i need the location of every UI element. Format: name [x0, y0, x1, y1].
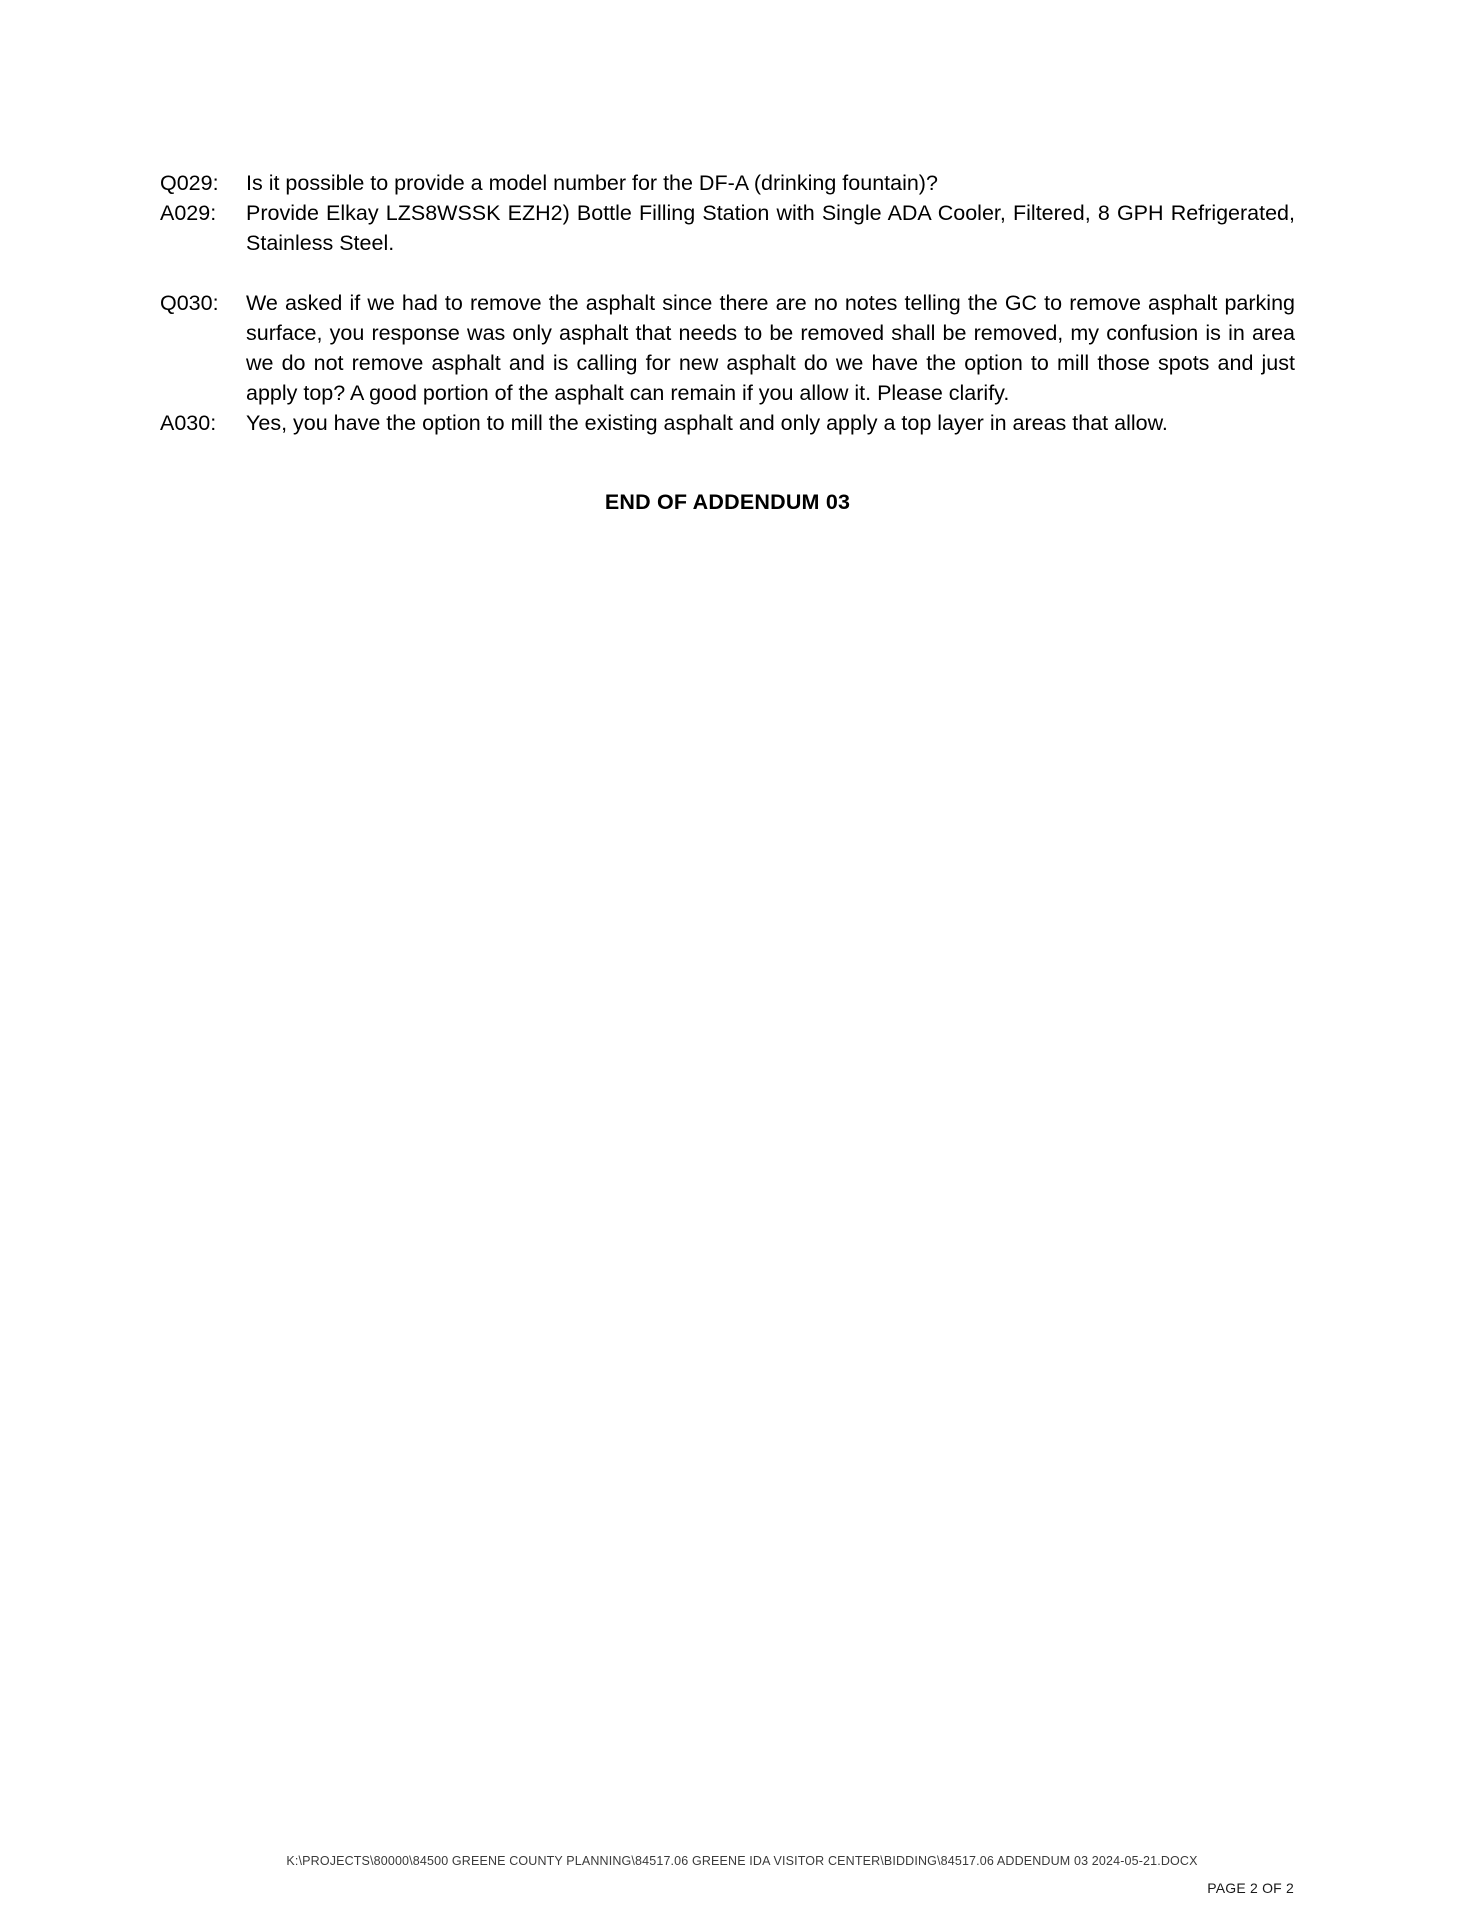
qa-label-q029: Q029:: [160, 171, 219, 195]
qa-text-a030: Yes, you have the option to mill the existing asphalt and only apply a top layer in areas that allow.: [246, 411, 1168, 435]
qa-text-q029: Is it possible to provide a model number for the DF-A (drinking fountain)?: [246, 171, 938, 195]
qa-entry-q030: [160, 288, 1295, 408]
document-body: [160, 168, 1295, 515]
footer-page-number: PAGE 2 OF 2: [1207, 1880, 1294, 1896]
paragraph-spacer: [160, 258, 1295, 288]
qa-entry-a029: [160, 198, 1295, 258]
qa-label-q030: Q030:: [160, 291, 219, 315]
qa-entry-q029: [160, 168, 1295, 198]
qa-label-a030: A030:: [160, 411, 217, 435]
qa-label-a029: A029:: [160, 201, 217, 225]
qa-text-a029: Provide Elkay LZS8WSSK EZH2) Bottle Filling Station with Single ADA Cooler, Filtered, 8 GPH Refrigerated, Stainless Steel.: [246, 201, 1295, 255]
footer-file-path: K:\PROJECTS\80000\84500 GREENE COUNTY PLANNING\84517.06 GREENE IDA VISITOR CENTER\BIDDING\84517.06 ADDENDUM 03 2024-05-21.DOCX: [286, 1854, 1198, 1868]
end-of-addendum-notice: END OF ADDENDUM 03: [604, 490, 851, 514]
qa-entry-a030: [160, 408, 1295, 438]
qa-text-q030: We asked if we had to remove the asphalt since there are no notes telling the GC to remove asphalt parking surface, you response was only asphalt that needs to be removed shall be removed, my confusion is in area we do not remove asphalt and is calling for new asphalt do we have the option to mill those spots and just apply top? A good portion of the asphalt can remain if you allow it. Please clarify.: [246, 291, 1295, 405]
